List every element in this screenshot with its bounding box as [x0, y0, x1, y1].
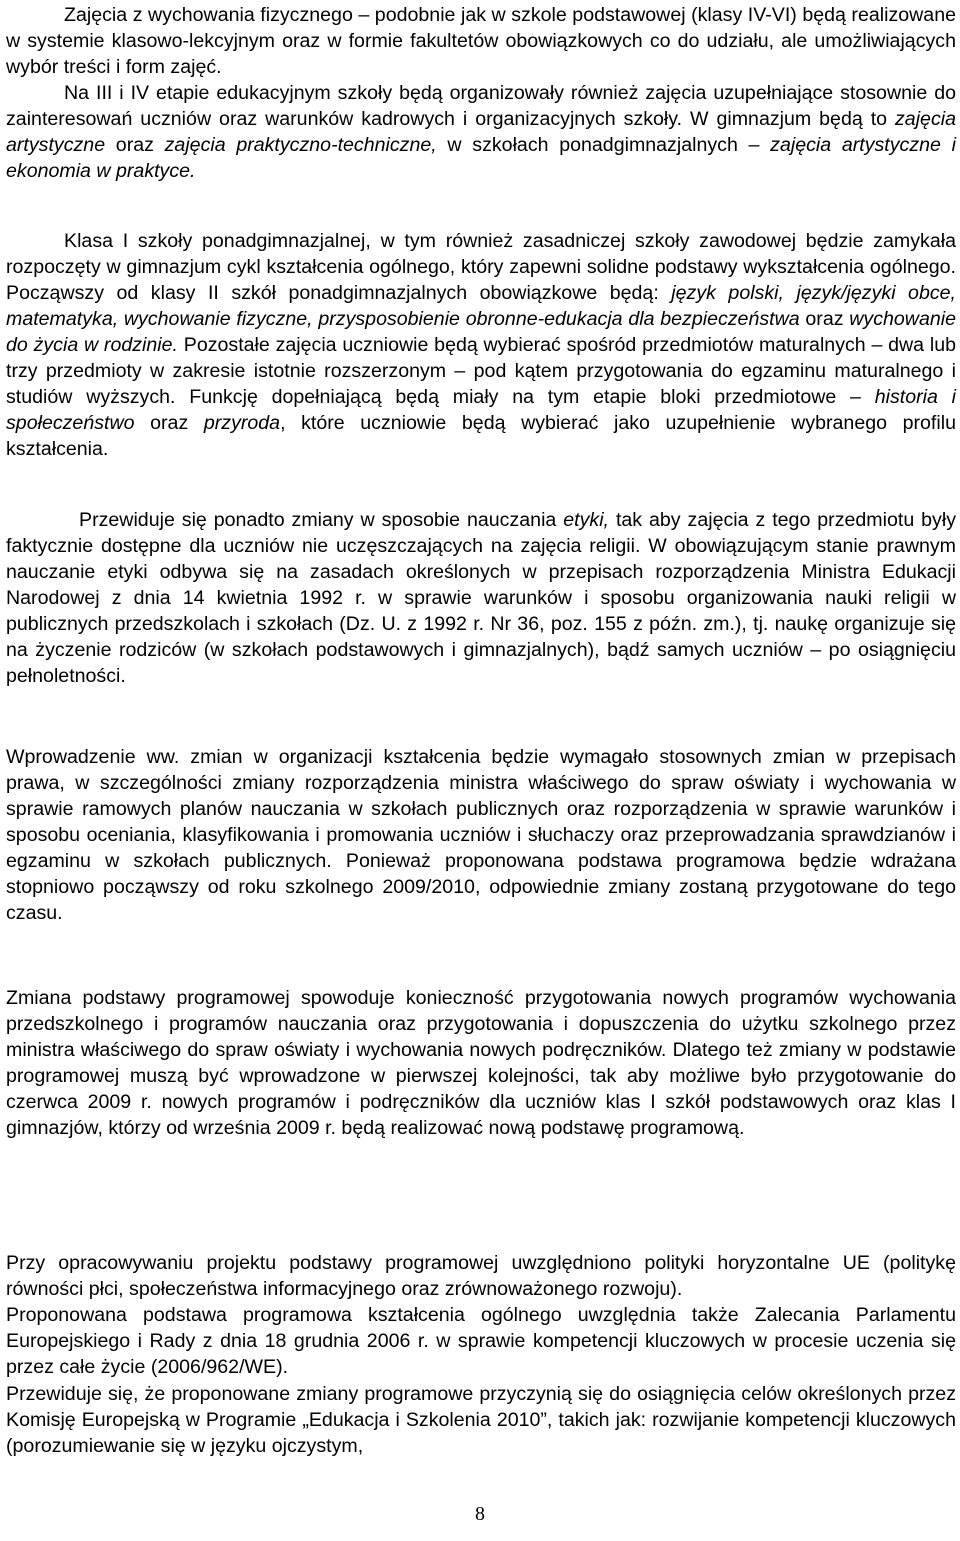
- emphasized-text: zajęcia artystyczne i ekonomia w praktyce.: [6, 134, 956, 182]
- paragraph-text: Zmiana podstawy programowej spowoduje konieczność przygotowania nowych programów wychowania przedszkolnego i programów nauczania oraz przygotowania i dopuszczenia do użytku szkolnego przez ministra właściwego do spraw oświaty i wychowania nowych podręczników. Dlatego też zmiany w podstawie programowej muszą być wprowadzone w pierwszej kolejności, tak aby możliwe było przygotowanie do czerwca 2009 r. nowych programów i podręczników dla uczniów klas I szkół podstawowych oraz klas I gimnazjów, którzy od września 2009 r. będą realizować nową podstawę programową.: [6, 987, 956, 1139]
- paragraph-pe-activities: [6, 2, 956, 80]
- emphasized-text: wychowanie do życia w rodzinie.: [6, 308, 956, 356]
- paragraph-text: Pozostałe zajęcia uczniowie będą wybierać spośród przedmiotów maturalnych – dwa lub trzy przedmioty w zakresie istotnie rozszerzonym – pod kątem przygotowania do egzaminu maturalnego i studiów wyższych. Funkcję dopełniającą będą miały na tym etapie bloki przedmiotowe –: [6, 334, 956, 408]
- paragraph-text: Wprowadzenie ww. zmian w organizacji kształcenia będzie wymagało stosownych zmian w przepisach prawa, w szczególności zmiany rozporządzenia ministra właściwego do spraw oświaty i wychowania w sprawie ramowych planów nauczania w szkołach publicznych oraz rozporządzenia w sprawie warunków i sposobu oceniania, klasyfikowania i promowania uczniów i słuchaczy oraz przeprowadzania sprawdzianów i egzaminu w szkołach publicznych. Ponieważ proponowana podstawa programowa będzie wdrażana stopniowo począwszy od roku szkolnego 2009/2010, odpowiednie zmiany zostaną przygotowane do tego czasu.: [6, 746, 956, 924]
- paragraph-text: tak aby zajęcia z tego przedmiotu były faktycznie dostępne dla uczniów nie uczęszczających na zajęcia religii. W obowiązującym stanie prawnym nauczanie etyki odbywa się na zasadach określonych w przepisach rozporządzenia Ministra Edukacji Narodowej z dnia 14 kwietnia 1992 r. w sprawie warunków i sposobu organizowania nauki religii w publicznych przedszkolach i szkołach (Dz. U. z 1992 r. Nr 36, poz. 155 z późn. zm.), tj. naukę organizuje się na życzenie rodziców (w szkołach podstawowych i gimnazjalnych), bądź samych uczniów – po osiągnięciu pełnoletności.: [6, 509, 956, 687]
- paragraph-text: Przy opracowywaniu projektu podstawy programowej uwzględniono polityki horyzontalne UE (politykę równości płci, społeczeństwa informacyjnego oraz zrównoważonego rozwoju).: [6, 1252, 956, 1300]
- paragraph-text: oraz: [105, 134, 165, 156]
- paragraph-text: Przewiduje się, że proponowane zmiany programowe przyczynią się do osiągnięcia celów określonych przez Komisję Europejską w Programie „Edukacja i Szkolenia 2010”, takich jak: rozwijanie kompetencji kluczowych (porozumiewanie się w języku ojczystym,: [6, 1383, 956, 1457]
- paragraph-text: Przewiduje się ponadto zmiany w sposobie nauczania: [79, 509, 564, 531]
- paragraph-horizontal-policies: [6, 1250, 956, 1302]
- paragraph-text: Na III i IV etapie edukacyjnym szkoły będą organizowały również zajęcia uzupełniające stosownie do zainteresowań uczniów oraz warunków kadrowych i organizacyjnych szkoły. W gimnazjum będą to: [6, 82, 956, 130]
- paragraph-secondary-school-class: [6, 228, 956, 462]
- paragraph-text: w szkołach ponadgimnazjalnych –: [436, 134, 771, 156]
- emphasized-text: język polski, język/języki obce, matematyka, wychowanie fizyczne, przysposobienie obronne-edukacja dla bezpieczeństwa: [6, 282, 956, 330]
- paragraph-eu-recommendations: [6, 1302, 956, 1380]
- paragraph-text: Zajęcia z wychowania fizycznego – podobnie jak w szkole podstawowej (klasy IV-VI) będą realizowane w systemie klasowo-lekcyjnym oraz w formie fakultetów obowiązkowych co do udziału, ale umożliwiających wybór treści i form zajęć.: [6, 4, 956, 78]
- paragraph-supplementary-activities: [6, 80, 956, 184]
- emphasized-text: etyki,: [563, 509, 609, 531]
- emphasized-text: przyroda: [203, 412, 281, 434]
- page-number: 8: [475, 1503, 485, 1525]
- emphasized-text: historia i społeczeństwo: [6, 386, 956, 434]
- paragraph-text: Proponowana podstawa programowa kształcenia ogólnego uwzględnia także Zalecania Parlamentu Europejskiego i Rady z dnia 18 grudnia 2006 r. w sprawie kompetencji kluczowych w procesie uczenia się przez całe życie (2006/962/WE).: [6, 1304, 956, 1378]
- emphasized-text: zajęcia artystyczne: [6, 108, 956, 156]
- paragraph-text: oraz: [799, 308, 850, 330]
- paragraph-legal-changes: [6, 744, 956, 926]
- paragraph-commission-goals: [6, 1381, 956, 1459]
- emphasized-text: zajęcia praktyczno-techniczne,: [164, 134, 437, 156]
- paragraph-text: Klasa I szkoły ponadgimnazjalnej, w tym również zasadniczej szkoły zawodowej będzie zamykała rozpoczęty w gimnazjum cykl kształcenia ogólnego, który zapewni solidne podstawy wykształcenia ogólnego. Począwszy od klasy II szkół ponadgimnazjalnych obowiązkowe będą:: [6, 230, 956, 304]
- paragraph-new-programs: [6, 985, 956, 1141]
- paragraph-text: , które uczniowie będą wybierać jako uzupełnienie wybranego profilu kształcenia.: [6, 412, 956, 460]
- paragraph-text: oraz: [134, 412, 204, 434]
- paragraph-ethics: [6, 507, 956, 689]
